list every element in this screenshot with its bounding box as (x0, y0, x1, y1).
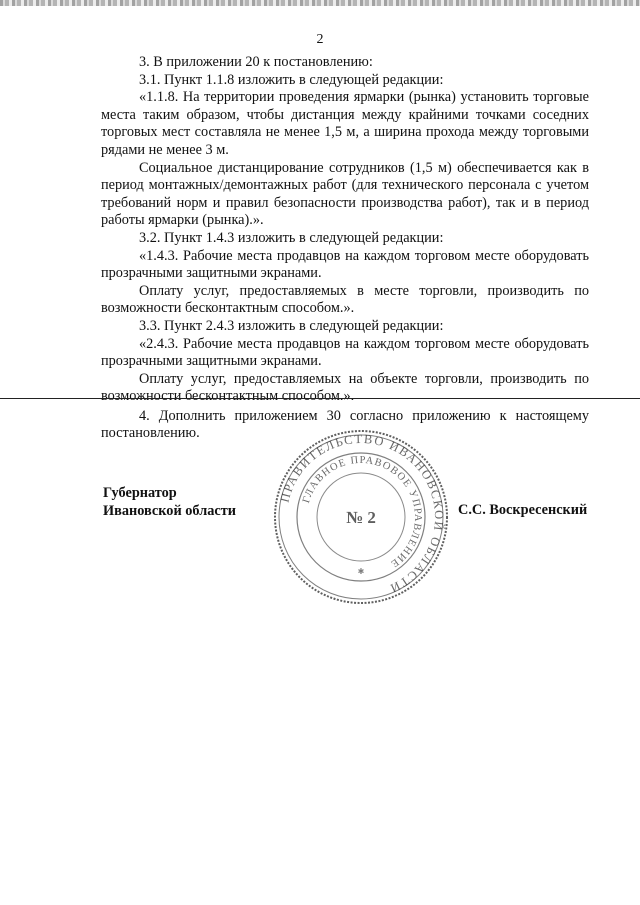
paragraph: «1.1.8. На территории проведения ярмарки (рынка) установить торговые места таким образом, чтобы дистанция между крайними точками соседних торговых мест составляла не менее 1,5 м, а ширина прохода между торговыми рядами не менее 3 м. (101, 89, 589, 158)
seal-inner-text: ГЛАВНОЕ ПРАВОВОЕ УПРАВЛЕНИЕ (300, 454, 424, 570)
paragraph: 3.1. Пункт 1.1.8 изложить в следующей редакции: (139, 71, 444, 88)
paragraph: 3. В приложении 20 к постановлению: (139, 54, 373, 70)
paragraph: Оплату услуг, предоставляемых на объекте торговли, производить по возможности бесконтактным способом.». (101, 370, 589, 405)
seal-number: № 2 (346, 508, 376, 527)
seal-outer-text: ПРАВИТЕЛЬСТВО ИВАНОВСКОЙ ОБЛАСТИ (277, 431, 447, 596)
paragraph: 3.2. Пункт 1.4.3 изложить в следующей редакции: (139, 229, 444, 246)
paragraph: «1.4.3. Рабочие места продавцов на каждом торговом месте оборудовать прозрачными защитными экранами. (101, 247, 589, 282)
paragraph: «2.4.3. Рабочие места продавцов на каждом торговом месте оборудовать прозрачными защитными экранами. (101, 335, 589, 370)
paragraph: Социальное дистанцирование сотрудников (1,5 м) обеспечивается как в период монтажных/демонтажных работ (для технического персонала с учетом требований норм и правил безопасности производства работ), так и в период работы ярмарки (рынка).». (101, 159, 589, 229)
document-body (101, 54, 589, 443)
position-line: Ивановской области (103, 503, 236, 519)
page-number: 2 (316, 32, 324, 47)
official-seal-stamp (272, 428, 450, 606)
signatory-position (103, 484, 236, 520)
seal-star-icon: ✱ (357, 567, 365, 576)
signatory-name: С.С. Воскресенский (458, 502, 588, 518)
paragraph: Оплату услуг, предоставляемых в месте торговли, производить по возможности бесконтактным способом.». (101, 282, 589, 317)
position-line: Губернатор (103, 485, 177, 501)
paragraph: 4. Дополнить приложением 30 согласно приложению к настоящему постановлению. (101, 407, 589, 442)
paragraph: 3.3. Пункт 2.4.3 изложить в следующей редакции: (139, 317, 444, 334)
horizontal-rule (0, 398, 640, 399)
scan-edge-artifact (0, 0, 640, 6)
